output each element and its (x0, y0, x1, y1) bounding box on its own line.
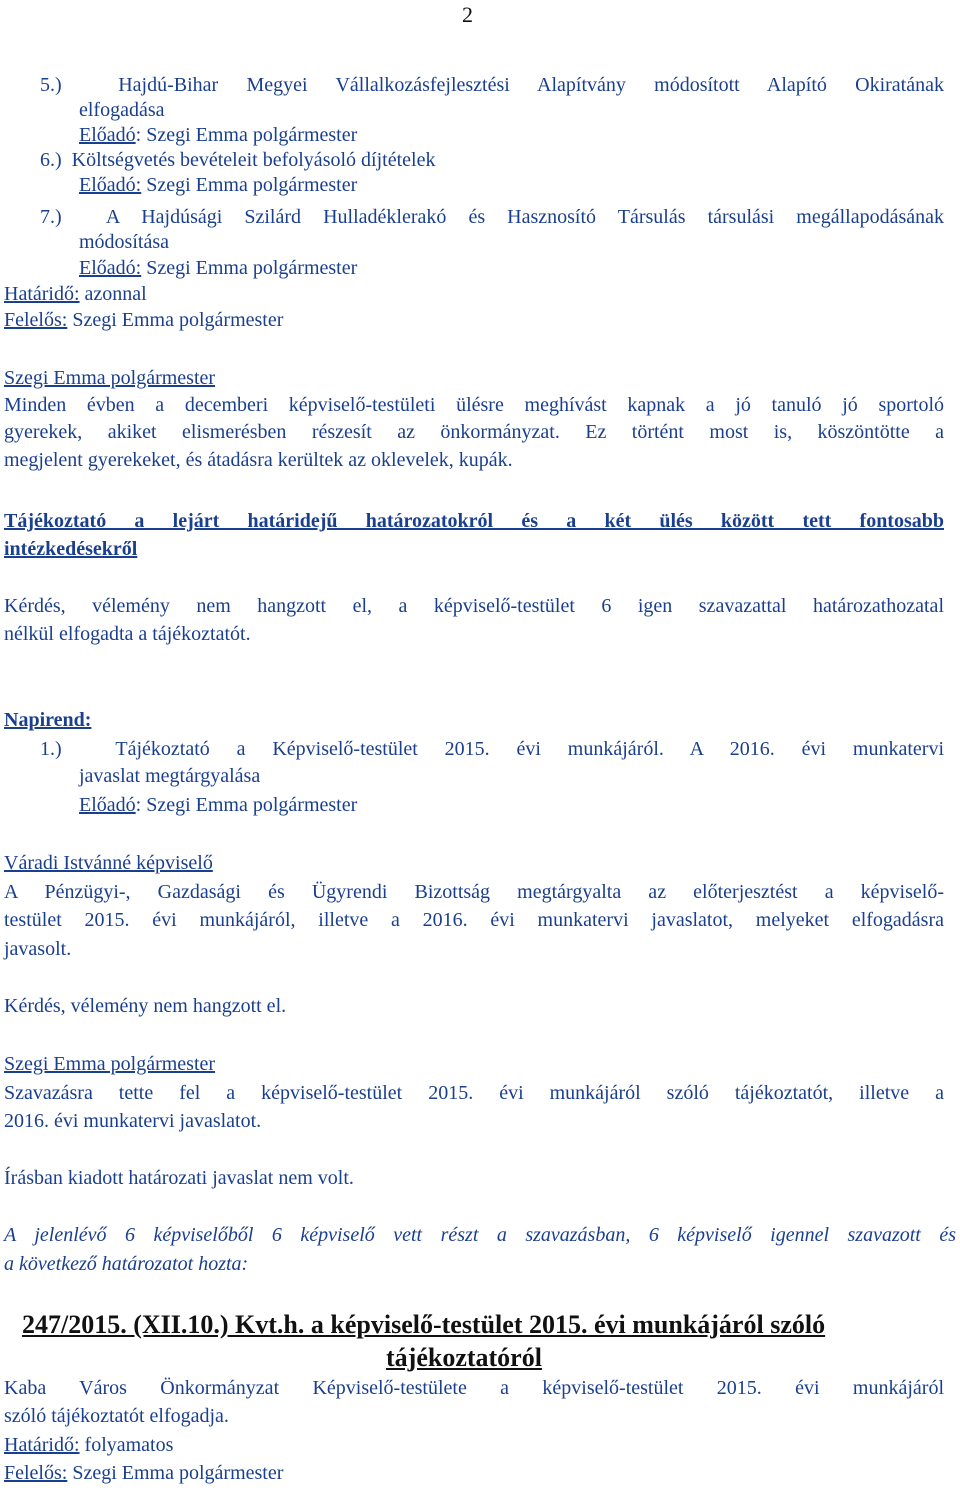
agenda-item-5-presenter: Előadó: Szegi Emma polgármester (79, 124, 358, 146)
speaker-3-line-1: Szavazásra tette fel a képviselő-testület 2015. évi munkájáról szóló tájékoztatót, illetve a (4, 1082, 944, 1104)
agenda-item-5: 5.) Hajdú-Bihar Megyei Vállalkozásfejlesztési Alapítvány módosított Alapító Okiratának (40, 74, 944, 96)
speaker-2-line-3: javasolt. (4, 938, 72, 960)
speaker-2-line-1: A Pénzügyi-, Gazdasági és Ügyrendi Bizottság megtárgyalta az előterjesztést a képviselő- (4, 881, 944, 903)
resolution-text-line-2: szóló tájékoztatót elfogadja. (4, 1405, 229, 1427)
info-text-line-1: Kérdés, vélemény nem hangzott el, a képviselő-testület 6 igen szavazattal határozathozatal (4, 595, 944, 617)
info-heading-line-2: intézkedésekről (4, 538, 138, 560)
responsible-1: Felelős: Szegi Emma polgármester (4, 309, 284, 331)
deadline-2: Határidő: folyamatos (4, 1434, 174, 1456)
speaker-2-line-2: testület 2015. évi munkájáról, illetve a 2016. évi munkatervi javaslatot, melyeket elfogadásra (4, 909, 944, 931)
vote-text-line-1: A jelenlévő 6 képviselőből 6 képviselő vett részt a szavazásban, 6 képviselő igennel szavazott és (4, 1224, 956, 1246)
vote-text-line-2: a következő határozatot hozta: (4, 1253, 249, 1275)
agenda-item-7-presenter: Előadó: Szegi Emma polgármester (79, 257, 358, 279)
speaker-1-line-2: gyerekek, akiket elismerésben részesít az önkormányzat. Ez történt most is, köszöntötte a (4, 421, 944, 443)
agenda-item-6: 6.) Költségvetés bevételeit befolyásoló díjtételek (40, 149, 436, 171)
speaker-1-line-3: megjelent gyerekeket, és átadásra kerültek az oklevelek, kupák. (4, 449, 513, 471)
napirend-presenter: Előadó: Szegi Emma polgármester (79, 794, 358, 816)
speaker-2-name: Váradi Istvánné képviselő (4, 852, 213, 874)
page-number: 2 (462, 2, 473, 27)
deadline-1: Határidő: azonnal (4, 283, 147, 305)
info-text-line-2: nélkül elfogadta a tájékoztatót. (4, 623, 251, 645)
agenda-item-6-presenter: Előadó: Szegi Emma polgármester (79, 174, 358, 196)
resolution-title-line-2: tájékoztatóról (386, 1343, 542, 1372)
resolution-title-line-1: 247/2015. (XII.10.) Kvt.h. a képviselő-testület 2015. évi munkájáról szóló (22, 1310, 826, 1339)
speaker-3-name: Szegi Emma polgármester (4, 1053, 216, 1075)
agenda-item-5-cont: elfogadása (79, 99, 165, 121)
responsible-2: Felelős: Szegi Emma polgármester (4, 1462, 284, 1484)
agenda-item-7: 7.) A Hajdúsági Szilárd Hulladéklerakó és Hasznosító Társulás társulási megállapodásának (40, 206, 944, 228)
speaker-3-line-2: 2016. évi munkatervi javaslatot. (4, 1110, 262, 1132)
napirend-label: Napirend: (4, 709, 92, 731)
napirend-item-cont: javaslat megtárgyalása (79, 765, 261, 787)
speaker-1-line-1: Minden évben a decemberi képviselő-testületi ülésre meghívást kapnak a jó tanuló jó sportoló (4, 394, 944, 416)
no-questions: Kérdés, vélemény nem hangzott el. (4, 995, 287, 1017)
no-written-proposal: Írásban kiadott határozati javaslat nem volt. (4, 1167, 354, 1189)
resolution-text-line-1: Kaba Város Önkormányzat Képviselő-testülete a képviselő-testület 2015. évi munkájáról (4, 1377, 944, 1399)
speaker-1-name: Szegi Emma polgármester (4, 367, 216, 389)
napirend-item: 1.) Tájékoztató a Képviselő-testület 2015. évi munkájáról. A 2016. évi munkatervi (40, 738, 945, 760)
agenda-item-7-cont: módosítása (79, 231, 169, 253)
info-heading-line-1: Tájékoztató a lejárt határidejű határozatokról és a két ülés között tett fontosabb (4, 510, 944, 532)
